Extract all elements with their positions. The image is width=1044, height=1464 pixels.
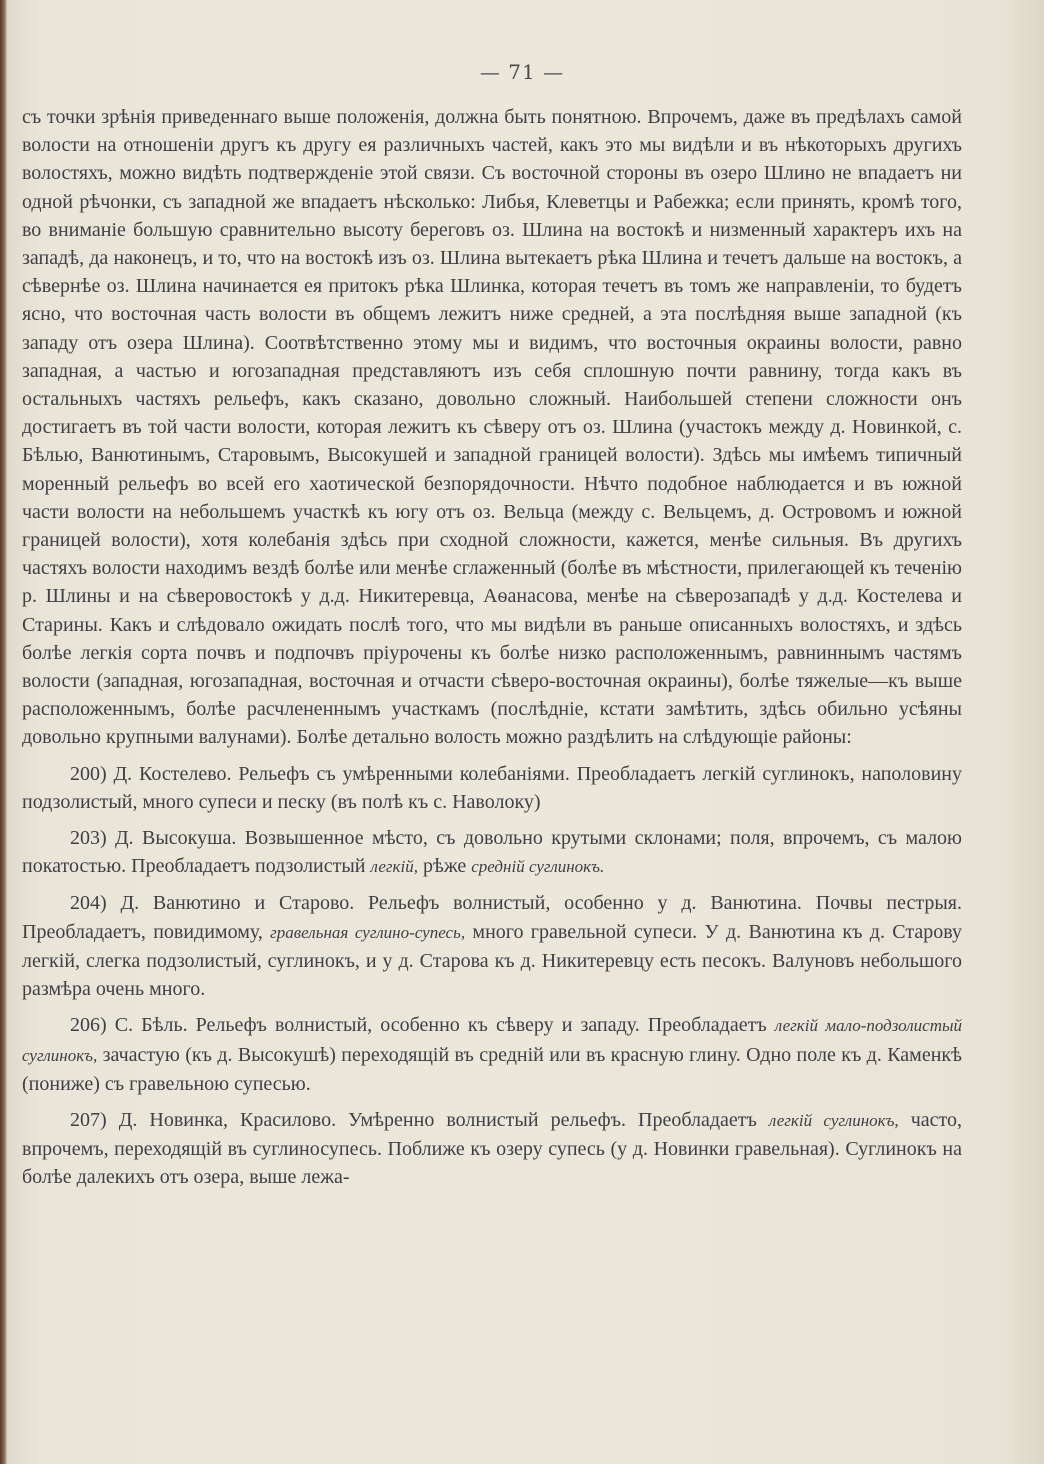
region-207-text: 207) Д. Новинка, Красилово. Умѣренно волнистый рельефъ. Преобладаетъ	[70, 1108, 769, 1131]
region-204-text: 204) Д. Ванютино и Старово. Рельефъ волнистый, особенно у д. Ванютина. Почвы пестрыя. Преобладаетъ, повидимому,	[22, 892, 962, 943]
intro-paragraph: съ точки зрѣнія приведеннаго выше положенія, должна быть понятною. Впрочемъ, даже въ предѣлахъ самой волости на отношеніи другъ къ другу ея различныхъ частей, какъ это мы видѣли и въ нѣкоторыхъ другихъ волостяхъ, можно видѣть подтвержденіе этой связи. Съ восточной стороны въ озеро Шлино не впадаетъ ни одной рѣчонки, съ западной же впадаетъ нѣсколько: Либья, Клеветцы и Рабежка; если принять, кромѣ того, во вниманіе большую сравнительно высоту береговъ оз. Шлина на востокѣ и низменный характеръ ихъ на западѣ, да наконецъ, и то, что на востокѣ изъ оз. Шлина вытекаетъ рѣка Шлина и течетъ дальше на востокъ, а сѣвернѣе оз. Шлина начинается ея притокъ рѣка Шлинка, которая течетъ въ томъ же направленіи, то будетъ ясно, что восточная часть волости въ общемъ лежитъ ниже средней, а эта послѣдняя выше западной (къ западу отъ озера Шлина). Соотвѣтственно этому мы и видимъ, что восточныя окраины волости, равно западная, а частью и югозападная представляютъ изъ себя сплошную почти равнину, тогда какъ въ остальныхъ частяхъ рельефъ, какъ сказано, довольно сложный. Наибольшей степени сложности онъ достигаетъ въ той части волости, которая лежитъ къ сѣверу отъ оз. Шлина (участокъ между д. Новинкой, с. Бѣлью, Ванютинымъ, Старовымъ, Высокушей и западной границей волости). Здѣсь мы имѣемъ типичный моренный рельефъ во всей его хаотической безпорядочности. Нѣчто подобное наблюдается и въ южной части волости на небольшемъ участкѣ къ югу отъ оз. Вельца (между с. Вельцемъ, д. Островомъ и южной границей волости), хотя колебанія здѣсь при сходной сложности, кажется, менѣе сильныя. Въ другихъ частяхъ волости находимъ вездѣ болѣе или менѣе сглаженный (болѣе въ мѣстности, прилегающей къ теченію р. Шлины и на сѣверовостокѣ у д.д. Никитеревца, Аѳанасова, менѣе на сѣверозападѣ у д.д. Костелева и Старины. Какъ и слѣдовало ожидать послѣ того, что мы видѣли въ раньше описанныхъ волостяхъ, и здѣсь болѣе легкія сорта почвъ и подпочвъ пріурочены къ болѣе низко расположеннымъ, равниннымъ частямъ волости (западная, югозападная, восточная и отчасти сѣверо-восточная окраины), болѣе тяжелые—къ выше расположеннымъ, болѣе расчлененнымъ участкамъ (послѣдніе, кстати замѣтить, здѣсь обильно усѣяны довольно крупными валунами). Болѣе детально волость можно раздѣлить на слѣдующіе районы:	[22, 106, 962, 749]
region-204-italic-soil: гравельная суглино-супесь,	[270, 922, 466, 942]
main-text	[22, 103, 962, 1192]
region-203-text-middle: рѣже	[417, 855, 472, 878]
region-207-paragraph	[22, 1106, 962, 1192]
region-203-paragraph	[22, 824, 962, 881]
region-206-text: 206) С. Бѣль. Рельефъ волнистый, особенно къ сѣверу и западу. Преобладаетъ	[70, 1014, 775, 1037]
region-203-italic-soil-2: средній суглинокъ.	[471, 857, 605, 877]
region-204-paragraph	[22, 889, 962, 1003]
region-206-italic-soil: легкій мало-подзолистый суглинокъ,	[22, 1016, 962, 1065]
region-206-text-after: зачастую (къ д. Высокушѣ) переходящій въ средній или въ красную глину. Одно поле къ д. Каменкѣ (пониже) съ гравельною супесью.	[22, 1043, 962, 1095]
region-203-text: 203) Д. Высокуша. Возвышенное мѣсто, съ довольно крутыми склонами; поля, впрочемъ, съ малою покатостью. Преобладаетъ подзолистый	[22, 827, 962, 878]
region-200-paragraph: 200) Д. Костелево. Рельефъ съ умѣренными колебаніями. Преобладаетъ легкій суглинокъ, наполовину подзолистый, много супеси и песку (въ полѣ къ с. Наволоку)	[22, 762, 962, 813]
region-206-paragraph	[22, 1011, 962, 1098]
book-spine-edge	[0, 0, 7, 1464]
region-204-text-after: много гравельной супеси. У д. Ванютина къ д. Старову легкій, слегка подзолистый, суглинокъ, и у д. Старова къ д. Никитеревцу есть песокъ. Валуновъ небольшого размѣра очень много.	[22, 920, 963, 1001]
region-207-text-after: часто, впрочемъ, переходящій въ суглиносупесь. Поближе къ озеру супесь (у д. Новинки гравельная). Суглинокъ на болѣе далекихъ отъ озера, выше лежа-	[22, 1108, 962, 1189]
region-207-italic-soil: легкій суглинокъ,	[768, 1110, 899, 1130]
page-number: — 71 —	[479, 60, 565, 84]
region-203-italic-soil: легкій,	[370, 857, 418, 877]
